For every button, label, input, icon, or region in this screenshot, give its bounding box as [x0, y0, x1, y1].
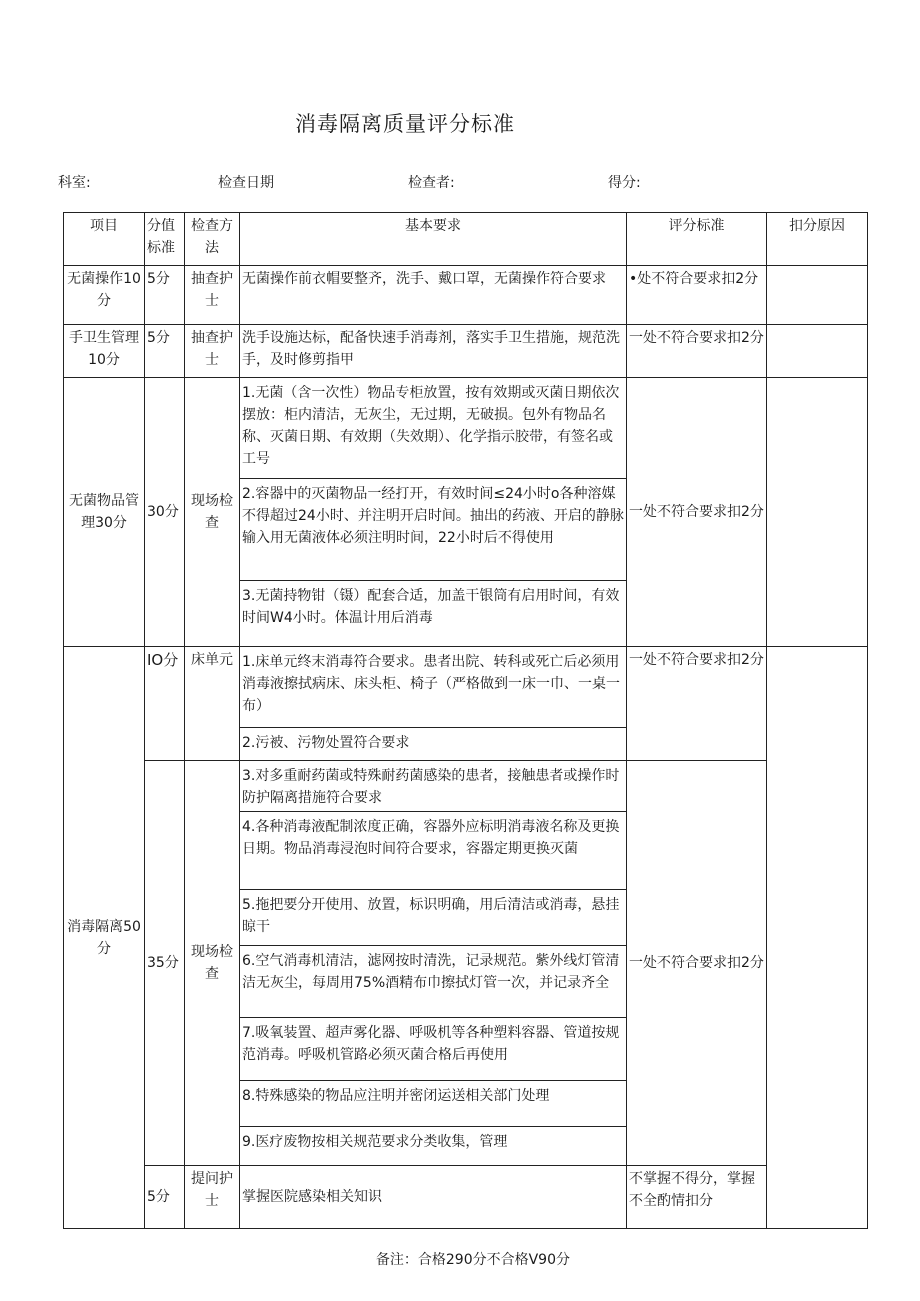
req-cell: 洗手设施达标，配备快速手消毒剂，落实手卫生措施，规范洗手，及时修剪指甲 — [240, 325, 627, 378]
header-req: 基本要求 — [240, 213, 627, 266]
footnote: 备注：合格290分不合格V90分 — [375, 1252, 570, 1268]
req-item: 5.拖把要分开使用、放置，标识明确，用后清洁或消毒，悬挂晾干 — [240, 889, 626, 945]
row-knowledge — [64, 1166, 868, 1229]
req-item: 2.污被、污物处置符合要求 — [240, 727, 626, 760]
score-cell: IO分 — [145, 647, 185, 761]
row-hand-hygiene — [64, 325, 868, 378]
item-cell: 无菌操作10分 — [64, 266, 145, 325]
header-criteria: 评分标准 — [627, 213, 767, 266]
req-group — [240, 761, 627, 1166]
reason-cell[interactable] — [767, 325, 868, 378]
criteria-cell: 一处不符合要求扣2分 — [627, 325, 767, 378]
method-cell: 抽查护士 — [185, 266, 240, 325]
header-reason: 扣分原因 — [767, 213, 868, 266]
req-cell: 无菌操作前衣帽要整齐，洗手、戴口罩，无菌操作符合要求 — [240, 266, 627, 325]
req-item: 3.对多重耐药菌或特殊耐药菌感染的患者，接触患者或操作时防护隔离措施符合要求 — [242, 768, 620, 806]
method-cell: 现场检查 — [185, 378, 240, 647]
header-item: 项目 — [64, 213, 145, 266]
score-cell: 5分 — [145, 266, 185, 325]
req-group — [240, 647, 627, 761]
req-item: 1.无菌（含一次性）物品专柜放置，按有效期或灭菌日期依次摆放：柜内清洁，无灰尘，无过期，无破损。包外有物品名称、灭菌日期、有效期（失效期）、化学指示胶带，有签名或工号 — [242, 385, 620, 467]
row-aseptic — [64, 266, 868, 325]
criteria-cell: •处不符合要求扣2分 — [627, 266, 767, 325]
page-title: 消毒隔离质量评分标准 — [295, 112, 515, 136]
meta-inspector: 检查者: — [408, 175, 455, 191]
method-cell: 现场检查 — [185, 761, 240, 1166]
criteria-cell: 不掌握不得分，掌握不全酌情扣分 — [627, 1166, 767, 1229]
criteria-cell: 一处不符合要求扣2分 — [627, 761, 767, 1166]
row-bed-unit — [64, 647, 868, 761]
score-cell: 35分 — [145, 761, 185, 1166]
row-site-check — [64, 761, 868, 1166]
score-cell: 30分 — [145, 378, 185, 647]
req-cell: 掌握医院感染相关知识 — [240, 1166, 627, 1229]
header-method: 检查方法 — [185, 213, 240, 266]
req-item: 4.各种消毒液配制浓度正确，容器外应标明消毒液名称及更换日期。物品消毒浸泡时间符合要求，容器定期更换灭菌 — [240, 811, 626, 889]
req-group — [240, 378, 627, 647]
header-score: 分值标准 — [145, 213, 185, 266]
method-cell: 床单元 — [185, 647, 240, 761]
meta-dept: 科室: — [58, 175, 91, 191]
req-item: 3.无菌持物钳（镊）配套合适，加盖干银筒有启用时间，有效时间W4小时。体温计用后消毒 — [240, 580, 626, 646]
header-row — [64, 213, 868, 266]
item-cell: 消毒隔离50分 — [64, 647, 145, 1229]
item-cell: 手卫生管理10分 — [64, 325, 145, 378]
reason-cell[interactable] — [767, 266, 868, 325]
item-cell: 无菌物品管理30分 — [64, 378, 145, 647]
criteria-cell: 一处不符合要求扣2分 — [627, 378, 767, 647]
meta-date: 检查日期 — [218, 175, 274, 191]
req-item: 2.容器中的灭菌物品一经打开，有效时间≤24小时o各种溶媒不得超过24小时、并注明开启时间。抽出的药液、开启的静脉输入用无菌液体必须注明时间，22小时后不得使用 — [240, 478, 626, 580]
method-cell: 抽查护士 — [185, 325, 240, 378]
reason-cell[interactable] — [767, 378, 868, 647]
score-table — [63, 212, 868, 1229]
req-item: 6.空气消毒机清洁，滤网按时清洗，记录规范。紫外线灯管清洁无灰尘，每周用75%酒精布巾擦拭灯管一次，并记录齐全 — [240, 945, 626, 1017]
score-cell: 5分 — [145, 325, 185, 378]
req-item: 9.医疗废物按相关规范要求分类收集，管理 — [240, 1126, 626, 1165]
req-item: 1.床单元终末消毒符合要求。患者出院、转科或死亡后必须用消毒液擦拭病床、床头柜、椅子（严格做到一床一巾、一桌一布） — [242, 654, 620, 714]
req-item: 8.特殊感染的物品应注明并密闭运送相关部门处理 — [240, 1080, 626, 1126]
criteria-cell: 一处不符合要求扣2分 — [627, 647, 767, 761]
req-item: 7.吸氧装置、超声雾化器、呼吸机等各种塑料容器、管道按规范消毒。呼吸机管路必须灭菌合格后再使用 — [240, 1017, 626, 1080]
reason-cell[interactable] — [767, 647, 868, 1229]
row-sterile — [64, 378, 868, 647]
method-cell: 提问护士 — [185, 1166, 240, 1229]
meta-score: 得分: — [608, 175, 641, 191]
score-cell: 5分 — [145, 1166, 185, 1229]
